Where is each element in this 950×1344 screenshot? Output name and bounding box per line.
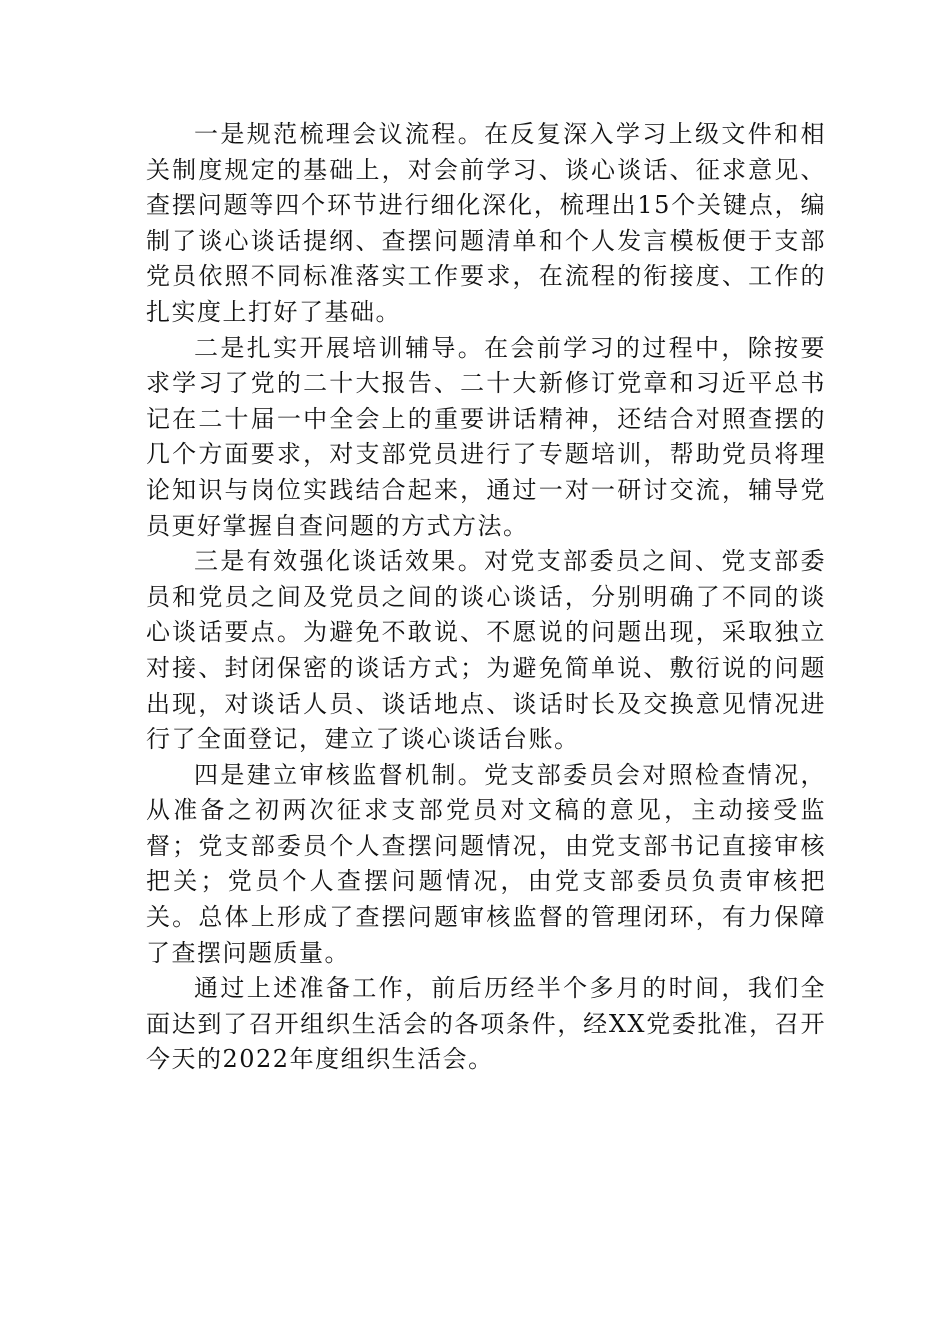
paragraph-review-mechanism: 四是建立审核监督机制。党支部委员会对照检查情况，从准备之初两次征求支部党员对文稿的意见，主动接受监督；党支部委员个人查摆问题情况，由党支部书记直接审核把关；党员个人查摆问题情况，由党支部委员负责审核把关。总体上形成了查摆问题审核监督的管理闭环，有力保障了查摆问题质量。 [146,760,826,967]
paragraph-conclusion: 通过上述准备工作，前后历经半个多月的时间，我们全面达到了召开组织生活会的各项条件，经XX党委批准，召开今天的2022年度组织生活会。 [146,974,826,1074]
paragraph-standardize-process: 一是规范梳理会议流程。在反复深入学习上级文件和相关制度规定的基础上，对会前学习、谈心谈话、征求意见、查摆问题等四个环节进行细化深化，梳理出15个关键点，编制了谈心谈话提纲、查摆问题清单和个人发言模板便于支部党员依照不同标准落实工作要求，在流程的衔接度、工作的扎实度上打好了基础。 [146,120,826,326]
paragraph-training: 二是扎实开展培训辅导。在会前学习的过程中，除按要求学习了党的二十大报告、二十大新修订党章和习近平总书记在二十届一中全会上的重要讲话精神，还结合对照查摆的几个方面要求，对支部党员进行了专题培训，帮助党员将理论知识与岗位实践结合起来，通过一对一研讨交流，辅导党员更好掌握自查问题的方式方法。 [146,333,826,540]
document-body [146,117,826,1078]
paragraph-talk-effect: 三是有效强化谈话效果。对党支部委员之间、党支部委员和党员之间及党员之间的谈心谈话，分别明确了不同的谈心谈话要点。为避免不敢说、不愿说的问题出现，采取独立对接、封闭保密的谈话方式；为避免简单说、敷衍说的问题出现，对谈话人员、谈话地点、谈话时长及交换意见情况进行了全面登记，建立了谈心谈话台账。 [146,547,826,754]
